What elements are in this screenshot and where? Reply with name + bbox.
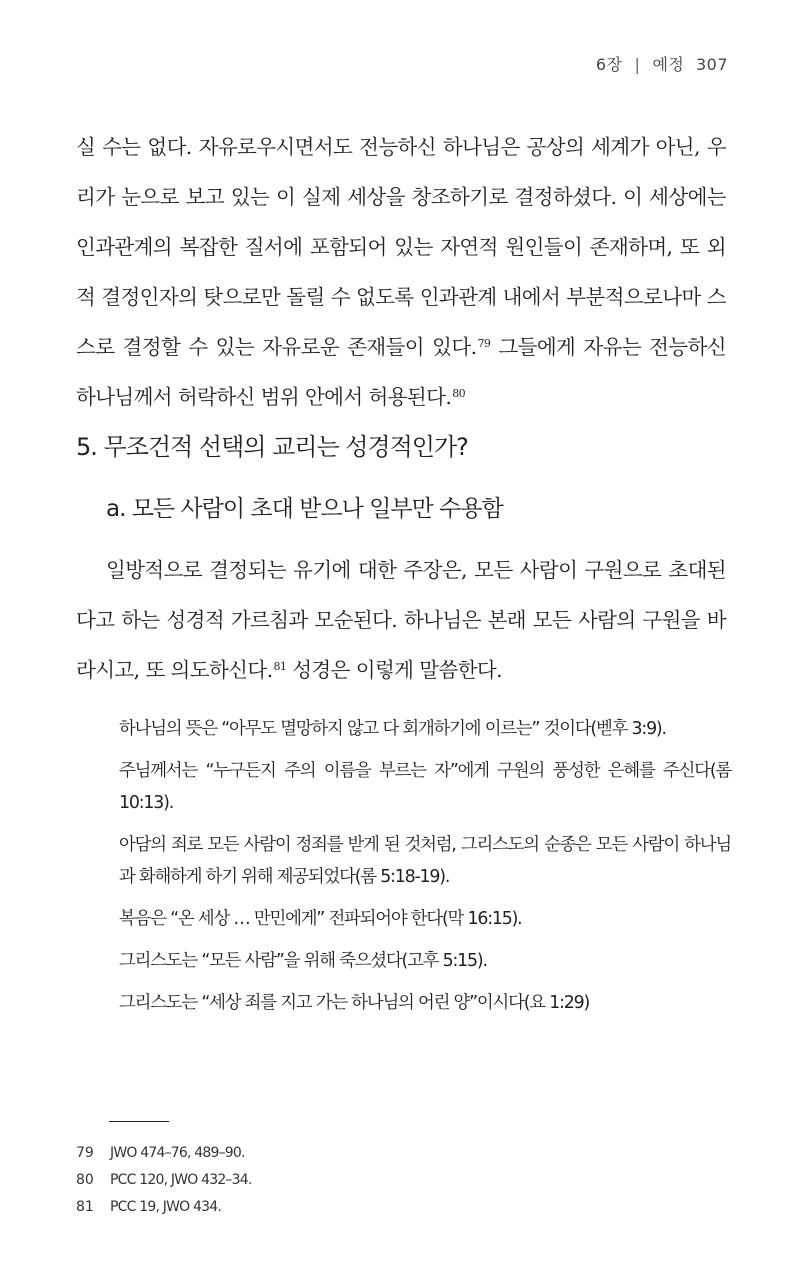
footnotes [76, 1140, 252, 1221]
footnote-ref-81[interactable]: 81 [273, 660, 287, 673]
running-header [596, 52, 728, 75]
header-separator: | [634, 55, 641, 74]
body-paragraph-2 [76, 545, 726, 695]
page-number: 307 [695, 55, 728, 74]
body-paragraph-1 [76, 122, 726, 422]
subsection-heading: a. 모든 사람이 초대 받으나 일부만 수용함 [106, 496, 503, 522]
quote-item: 복음은 “온 세상 … 만민에게” 전파되어야 한다(막 16:15). [119, 909, 522, 929]
quote-item: 주님께서는 “누구든지 주의 이름을 부르는 자”에게 구원의 풍성한 은혜를 주신다(롬 10:13). [119, 761, 731, 813]
footnote-ref-79[interactable]: 79 [477, 337, 491, 350]
footnote-text: PCC 19, JWO 434. [110, 1199, 221, 1215]
paragraph-text: 성경은 이렇게 말씀한다. [286, 658, 503, 682]
footnote-text: JWO 474–76, 489–90. [110, 1145, 245, 1161]
footnote-divider [109, 1121, 169, 1122]
scripture-quotes [119, 713, 731, 1029]
chapter-label: 6장 [595, 55, 623, 74]
footnote-text: PCC 120, JWO 432–34. [110, 1172, 252, 1188]
chapter-title: 예정 [652, 55, 685, 74]
paragraph-text: 일방적으로 결정되는 유기에 대한 주장은, 모든 사람이 구원으로 초대된다고 하는 성경적 가르침과 모순된다. 하나님은 본래 모든 사람의 구원을 바라시고, 또 의도하신다. [76, 558, 726, 682]
footnote-number: 81 [76, 1199, 94, 1215]
quote-item: 하나님의 뜻은 “아무도 멸망하지 않고 다 회개하기에 이르는” 것이다(벧후 3:9). [119, 719, 666, 739]
footnote-item [76, 1194, 252, 1221]
footnote-item [76, 1167, 252, 1194]
section-heading: 5. 무조건적 선택의 교리는 성경적인가? [76, 433, 468, 461]
paragraph-text: 실 수는 없다. 자유로우시면서도 전능하신 하나님은 공상의 세계가 아닌, 우리가 눈으로 보고 있는 이 실제 세상을 창조하기로 결정하셨다. 이 세상에는 인과관계의 복잡한 질서에 포함되어 있는 자연적 원인들이 존재하며, 또 외적 결정인자의 탓으로만 돌릴 수 없도록 인과관계 내에서 부분적으로나마 스스로 결정할 수 있는 자유로운 존재들이 있다. [76, 135, 726, 359]
footnote-number: 79 [76, 1145, 94, 1161]
quote-item: 아담의 죄로 모든 사람이 정죄를 받게 된 것처럼, 그리스도의 순종은 모든 사람이 하나님과 화해하게 하기 위해 제공되었다(롬 5:18-19). [119, 835, 731, 887]
footnote-ref-80[interactable]: 80 [452, 387, 466, 400]
quote-item: 그리스도는 “모든 사람”을 위해 죽으셨다(고후 5:15). [119, 951, 487, 971]
paragraph-text: 그들에게 자유는 전능하신 하나님께서 허락하신 범위 안에서 허용된다. [76, 335, 726, 409]
footnote-number: 80 [76, 1172, 94, 1188]
quote-item: 그리스도는 “세상 죄를 지고 가는 하나님의 어린 양”이시다(요 1:29) [119, 993, 590, 1013]
footnote-item [76, 1140, 252, 1167]
